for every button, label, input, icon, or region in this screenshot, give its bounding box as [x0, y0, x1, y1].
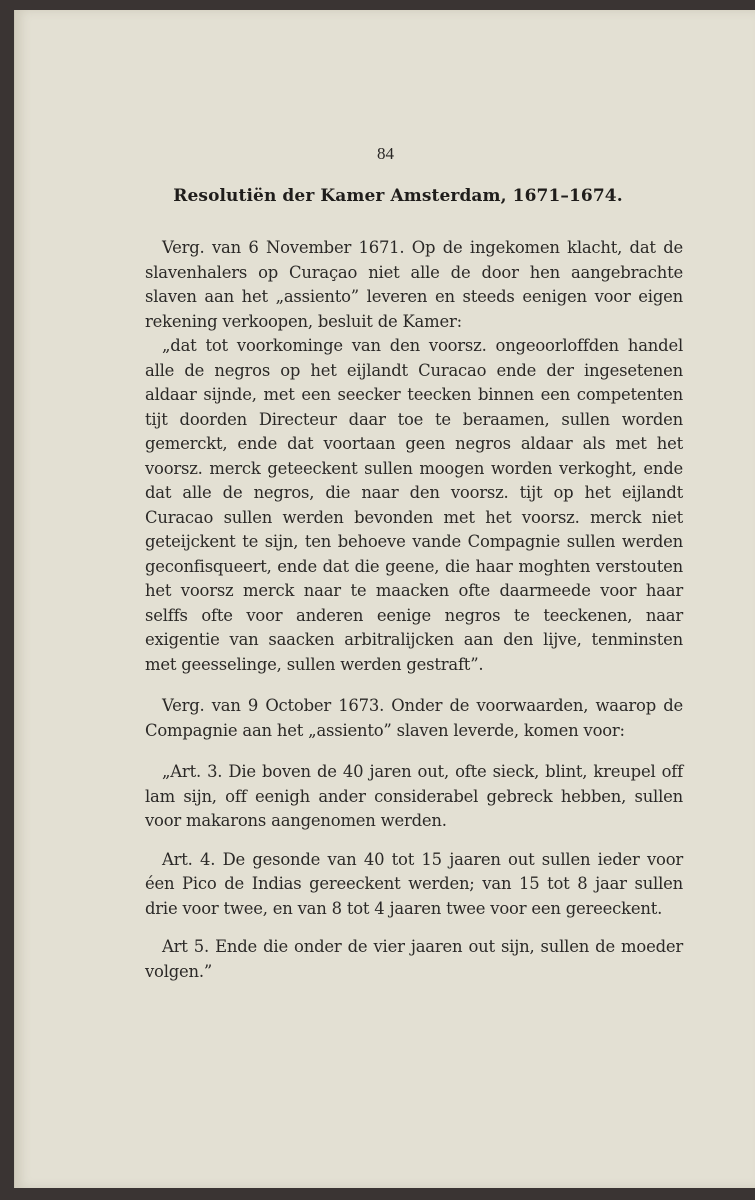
paragraph-article-3: „Art. 3. Die boven de 40 jaren out, ofte sieck, blint, kreupel off lam sijn, off eenigh ander considerabel gebreck hebben, sullen voor makarons aangenomen werden.: [145, 762, 683, 830]
page-title: Resolutiën der Kamer Amsterdam, 1671–1674.: [173, 186, 623, 206]
paragraph-article-4: Art. 4. De gesonde van 40 tot 15 jaaren out sullen ieder voor éen Pico de Indias gereeckent werden; van 15 tot 8 jaar sullen drie voor twee, en van 8 tot 4 jaaren twee voor een gereeckent.: [145, 849, 683, 918]
paragraph-article-5: Art 5. Ende die onder de vier jaaren out sijn, sullen de moeder volgen.”: [145, 937, 683, 981]
paragraph-resolution-1671: Verg. van 6 November 1671. Op de ingekomen klacht, dat de slavenhalers op Curaçao niet alle de door hen aangebrachte slaven aan het „assiento” leveren en steeds eenigen voor eigen rekening verkoopen, besluit de Kamer:: [145, 238, 683, 331]
page-number: 84: [377, 144, 394, 163]
book-page: [14, 10, 755, 1188]
paragraph-quoted-resolution: „dat tot voorkominge van den voorsz. ongeoorloffden handel alle de negros op het eijlandt Curacao ende der ingesetenen aldaar sijnde, met een seecker teecken binnen een competenten tijt doorden Directeur daar toe te beraamen, sullen worden gemerckt, ende dat voortaan geen negros aldaar als met het voorsz. merck geteeckent sullen moogen worden verkoght, ende dat alle de negros, die naar den voorsz. tijt op het eijlandt Curacao sullen werden bevonden met het voorsz. merck niet geteijckent te sijn, ten behoeve vande Compagnie sullen werden geconfisqueert, ende dat die geene, die haar moghten verstouten het voorsz merck naar te maacken ofte daarmeede voor haar selffs ofte voor anderen eenige negros te teeckenen, naar exigentie van saacken arbitralijcken aan den lijve, tenminsten met geesselinge, sullen werden gestraft”.: [145, 336, 683, 674]
body-text: [145, 236, 683, 984]
paragraph-resolution-1673: Verg. van 9 October 1673. Onder de voorwaarden, waarop de Compagnie aan het „assiento” slaven leverde, komen voor:: [145, 696, 683, 740]
